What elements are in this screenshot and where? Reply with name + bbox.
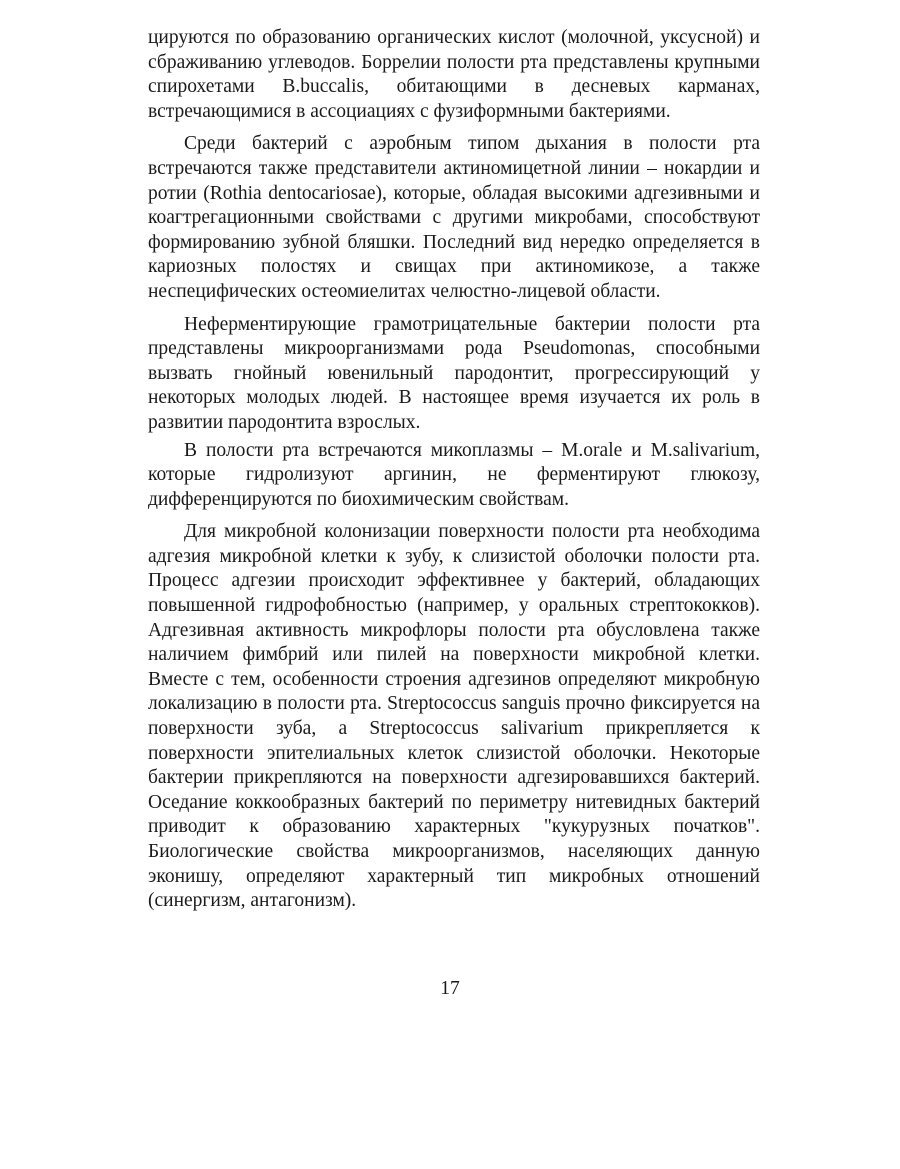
paragraph-pseudomonas: Неферментирующие грамотрицательные бактерии полости рта представлены микроорганизмами рода Pseudomonas, способными вызвать гнойный ювенильный пародонтит, прогрессирующий у некоторых молодых людей. В настоящее время изучается их роль в развитии пародонтита взрослых. (148, 313, 760, 433)
paragraph-mycoplasma: В полости рта встречаются микоплазмы – M.orale и M.salivarium, которые гидролизуют аргинин, не ферментируют глюкозу, дифференцируются по биохимическим свойствам. (148, 439, 760, 510)
paragraph-aerobic-bacteria: Среди бактерий с аэробным типом дыхания в полости рта встречаются также представители актиномицетной линии – нокардии и ротии (Rothia dentocariosae), которые, обладая высокими адгезивными и коагтрегационными свойствами с другими микробами, способствуют формированию зубной бляшки. Последний вид нередко определяется в кариозных полостях и свищах при актиномикозе, а также неспецифических остеомиелитах челюстно-лицевой области. (148, 133, 760, 302)
page-number: 17 (440, 978, 460, 999)
paragraph-adhesion: Для микробной колонизации поверхности полости рта необходима адгезия микробной клетки к зубу, к слизистой оболочки полости рта. Процесс адгезии происходит эффективнее у бактерий, обладающих повышенной гидрофобностью (например, у оральных стрептококков). Адгезивная активность микрофлоры полости рта обусловлена также наличием фимбрий или пилей на поверхности микробной клетки. Вместе с тем, особенности строения адгезинов определяют микробную локализацию в полости рта. Streptococcus sanguis прочно фиксируется на поверхности зуба, а Streptococcus salivarium прикрепляется к поверхности эпителиальных клеток слизистой оболочки. Некоторые бактерии прикрепляются на поверхности адгезировавшихся бактерий. Оседание коккообразных бактерий по периметру нитевидных бактерий приводит к образованию характерных "кукурузных початков". Биологические свойства микроорганизмов, населяющих данную эконишу, определяют характерный тип микробных отношений (синергизм, антагонизм). (148, 521, 760, 912)
paragraph-continuation: цируются по образованию органических кислот (молочной, уксусной) и сбраживанию углеводов. Боррелии полости рта представлены крупными спирохетами B.buccalis, обитающими в десневых карманах, встречающимися в ассоциациях с фузиформными бактериями. (148, 27, 760, 122)
page-body (148, 26, 760, 922)
